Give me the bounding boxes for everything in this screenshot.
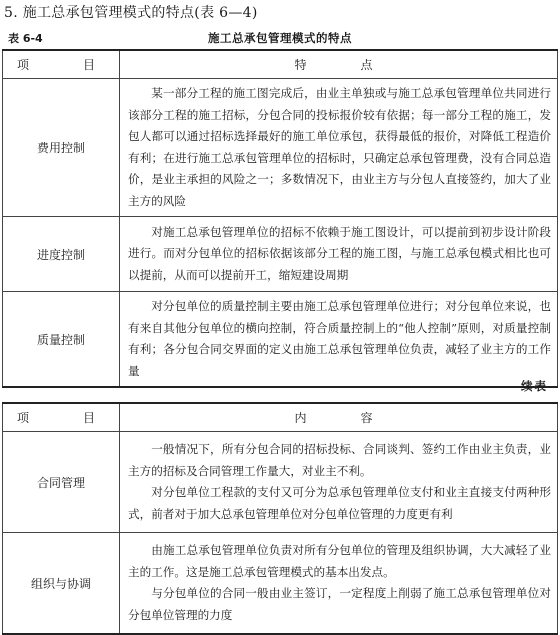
description-paragraph: 与分包单位的合同一般由业主签订，一定程度上削弱了施工总承包管理单位对分包单位管理的力度 — [128, 586, 551, 622]
table-header-row — [3, 50, 558, 79]
row-description — [120, 432, 558, 533]
header-content: 内 容 — [120, 403, 558, 432]
row-description — [120, 292, 558, 388]
description-paragraph: 一般情况下，所有分包合同的招标投标、合同谈判、签约工作由业主负责，业主方的招标及合同管理工作量大，对业主不利。 — [128, 442, 551, 478]
features-table — [2, 49, 558, 388]
description-paragraph: 某一部分工程的施工图完成后，由业主单独或与施工总承包管理单位共同进行该部分工程的施工招标，分包合同的投标报价较有依据；每一部分工程的施工，发包人都可以通过招标选择最好的施工单位承包，获得最低的报价，对降低工程造价有利；在进行施工总承包管理单位的招标时，只确定总承包管理费，没有合同总造价，是业主承担的风险之一；多数情况下，由业主方与分包人直接签约，加大了业主方的风险 — [128, 86, 551, 208]
table-row — [3, 217, 558, 292]
description-paragraph: 对分包单位的质量控制主要由施工总承包管理单位进行；对分包单位来说，也有来自其他分包单位的横向控制，符合质量控制上的“他人控制”原则，对质量控制有利；各分包合同交界面的定义由施工总承包管理单位负责，减轻了业主方的工作量 — [128, 299, 551, 378]
continued-label: 续表 — [521, 379, 548, 393]
description-paragraph: 由施工总承包管理单位负责对所有分包单位的管理及组织协调，大大减轻了业主的工作。这是施工总承包管理模式的基本出发点。 — [128, 543, 551, 579]
header-item: 项 目 — [3, 403, 120, 432]
table-header-row — [3, 403, 558, 432]
table-row — [3, 533, 558, 635]
row-description — [120, 533, 558, 635]
row-item-label: 进度控制 — [3, 217, 120, 292]
section-heading: 5. 施工总承包管理模式的特点(表 6—4) — [4, 5, 258, 21]
row-item-label: 质量控制 — [3, 292, 120, 388]
description-paragraph: 对施工总承包管理单位的招标不依赖于施工图设计，可以提前到初步设计阶段进行。而对分包单位的招标依据该部分工程的施工图，与施工总承包模式相比也可以提前，从而可以提前开工，缩短建设周期 — [128, 224, 551, 282]
row-item-label: 费用控制 — [3, 79, 120, 217]
table-row — [3, 432, 558, 533]
continued-table — [2, 402, 558, 635]
row-item-label: 合同管理 — [3, 432, 120, 533]
table-title: 施工总承包管理模式的特点 — [208, 31, 352, 45]
row-description — [120, 79, 558, 217]
header-item: 项 目 — [3, 50, 120, 79]
table-row — [3, 292, 558, 388]
table-number: 表 6-4 — [8, 32, 43, 45]
header-feature: 特 点 — [120, 50, 558, 79]
table-row — [3, 79, 558, 217]
description-paragraph: 对分包单位工程款的支付又可分为总承包管理单位支付和业主直接支付两种形式，前者对于加大总承包管理单位对分包单位管理的力度更有利 — [128, 485, 551, 521]
row-item-label: 组织与协调 — [3, 533, 120, 635]
row-description — [120, 217, 558, 292]
